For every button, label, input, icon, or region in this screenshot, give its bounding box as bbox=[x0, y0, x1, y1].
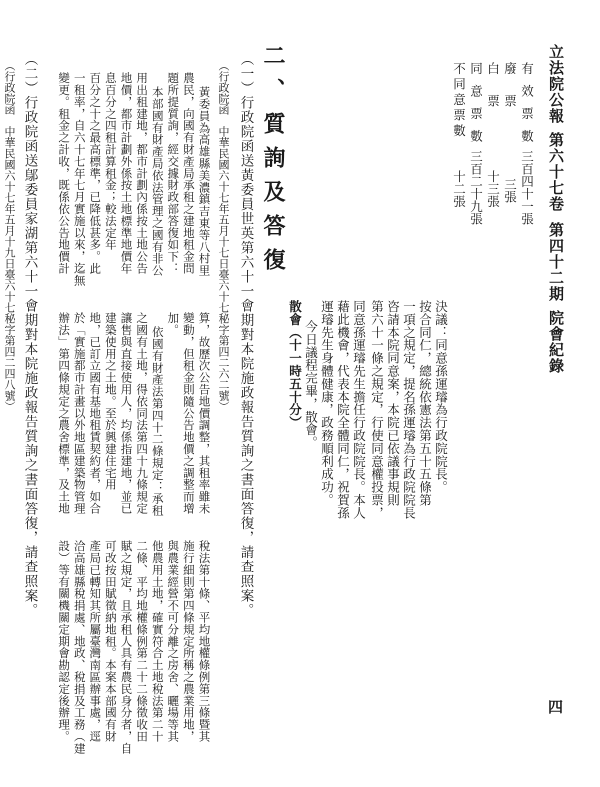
section-label: 院會紀錄 bbox=[547, 310, 565, 374]
item1-body-line: 可改按田賦徵納地租。本案本部國有財 bbox=[103, 540, 118, 743]
vote-value-0: 三百四十一張 bbox=[519, 150, 535, 225]
adjourn-line: 散會（十一時五十分） bbox=[287, 300, 303, 429]
item1-body-line: 他農用土地，確實符合土地稅法第二十 bbox=[150, 540, 165, 743]
vote-label-0: 有效票數 bbox=[519, 62, 535, 152]
item1-body-line: 之國有土地，得依同法第四十九條規定 bbox=[135, 312, 150, 515]
resolution-line-2: 一項之規定，提名孫運璿為行政院院長 bbox=[401, 300, 417, 520]
item1-body-line: 變更。租金之計收，既係依公告地價計 bbox=[57, 72, 72, 275]
item1-body-line: 地，已訂立國有基地租賃契約者，如合 bbox=[88, 312, 103, 515]
item1-body-line: 用出租建地，都市計劃內係按土地公告 bbox=[135, 72, 150, 275]
item1-body-line: 施行細則第四條規定所稱之農業用地， bbox=[181, 540, 196, 743]
resolution-line-1: 按合同仁，總統依憲法第五十五條第 bbox=[417, 300, 433, 507]
item1-body-line: 題所提質詢，經交據財政部答復如下： bbox=[166, 72, 181, 275]
journal-title: 立法院公報 bbox=[547, 44, 565, 124]
address-line-1: 藉此機會，代表本院全體同仁，祝賀孫 bbox=[335, 300, 351, 520]
vote-value-1: 三張 bbox=[502, 178, 518, 203]
address-line-2: 運璿先生身體健康，政務順利成功。 bbox=[319, 300, 335, 507]
item1-body-line: 地價，都市計劃外係按土地標準地價年 bbox=[119, 72, 134, 275]
vote-value-2: 十三張 bbox=[485, 170, 501, 208]
vote-label-2: 白票 bbox=[485, 62, 501, 127]
item1-body-line: 一租率，自六十七年七月實施以來，迄無 bbox=[72, 72, 87, 287]
item1-body-line: 讓售與直接使用人，均係指建地，並已 bbox=[119, 312, 134, 515]
address-line-0: 同意孫運璿先生擔任行政院院長。本人 bbox=[351, 300, 367, 520]
volume-label: 第六十七卷 bbox=[547, 132, 565, 212]
item1-body-line: 設）等有關機關定期會勘認定後辦理。 bbox=[57, 540, 72, 743]
item1-body-line: 黃委員為高雄縣美濃鎮吉東等八村里 bbox=[197, 86, 212, 277]
item1-body-line: 於「實施都市計畫以外地區建築物管理 bbox=[72, 312, 87, 515]
vote-label-4: 不同意票數 bbox=[451, 62, 467, 140]
item1-body-line: 二條、平均地權條例第二十二條徵收田 bbox=[135, 540, 150, 743]
vote-label-1: 廢票 bbox=[502, 62, 518, 127]
vote-label-3: 同意票數 bbox=[468, 62, 484, 152]
item1-body-line: 息百分之四租計算租金；較法定年 bbox=[103, 72, 118, 251]
issue-label: 第四十二期 bbox=[547, 222, 565, 302]
item1-source: （行政院函 中華民國六十七年五月十七日臺六十七秘字第四二六二號） bbox=[217, 60, 230, 412]
item1-body-line: 洽高雄縣稅捐處、地政、稅捐及工務（建 bbox=[72, 540, 87, 755]
resolution-line-3: 咨請本院同意案，本院已依議事規則 bbox=[385, 300, 401, 507]
item1-body-line: 建築使用之土地。至於興建住宅用 bbox=[103, 312, 118, 491]
item1-body-line: 稅法第十條、平均地權條例第三條暨其 bbox=[197, 540, 212, 743]
item1-body-line: 百分之十之最高標準，已降低甚多。此 bbox=[88, 72, 103, 275]
resolution-line-4: 第六十一條之規定，行使同意權投票， bbox=[369, 300, 385, 520]
item1-body-line: 加。 bbox=[166, 312, 181, 336]
item1-body-line: 本部國有財產局依法管理之國有非公 bbox=[150, 86, 165, 277]
item1-body-line: 產局已轉知其所屬臺灣南區辦事處，逕 bbox=[88, 540, 103, 743]
resolution-line-0: 決議：同意孫運璿為行政院院長。 bbox=[433, 300, 449, 494]
item1-body-line: 變動，但租金則隨公告地價之調整而增 bbox=[181, 312, 196, 515]
vote-value-4: 十二張 bbox=[451, 170, 467, 208]
vote-value-3: 三百二十九張 bbox=[468, 150, 484, 225]
item2-title: （二）行政院函送鄔委員家湖第六十一會期對本院施政報告質詢之書面答復，請查照案。 bbox=[21, 52, 38, 618]
item1-body-line: 依國有財產法第四十二條規定：承租 bbox=[150, 326, 165, 517]
item1-body-line: 賦之規定，且承租人具有農民身分者，自 bbox=[119, 540, 134, 755]
item1-body-line: 與農業經營不可分離之房舍、曬場等其 bbox=[166, 540, 181, 743]
item2-source: （行政院函 中華民國六十七年五月十九日臺六十七秘字第四二四八號） bbox=[3, 60, 16, 412]
address-line-3: 今日議程完畢，散會。 bbox=[303, 320, 319, 449]
item1-body-line: 算，故歷次公告地價調整，其租率雖未 bbox=[197, 312, 212, 515]
item1-body-line: 辦法」第四條規定之農舍標準，及土地 bbox=[57, 312, 72, 515]
page-number: 四 bbox=[548, 698, 565, 716]
item1-title: （一）行政院函送黃委員世英第六十一會期對本院施政報告質詢之書面答復，請查照案。 bbox=[237, 52, 254, 618]
section-heading: 二、質詢及答復 bbox=[260, 44, 286, 282]
item1-body-line: 農民，向國有財產局承租之建地租金問 bbox=[181, 72, 196, 275]
